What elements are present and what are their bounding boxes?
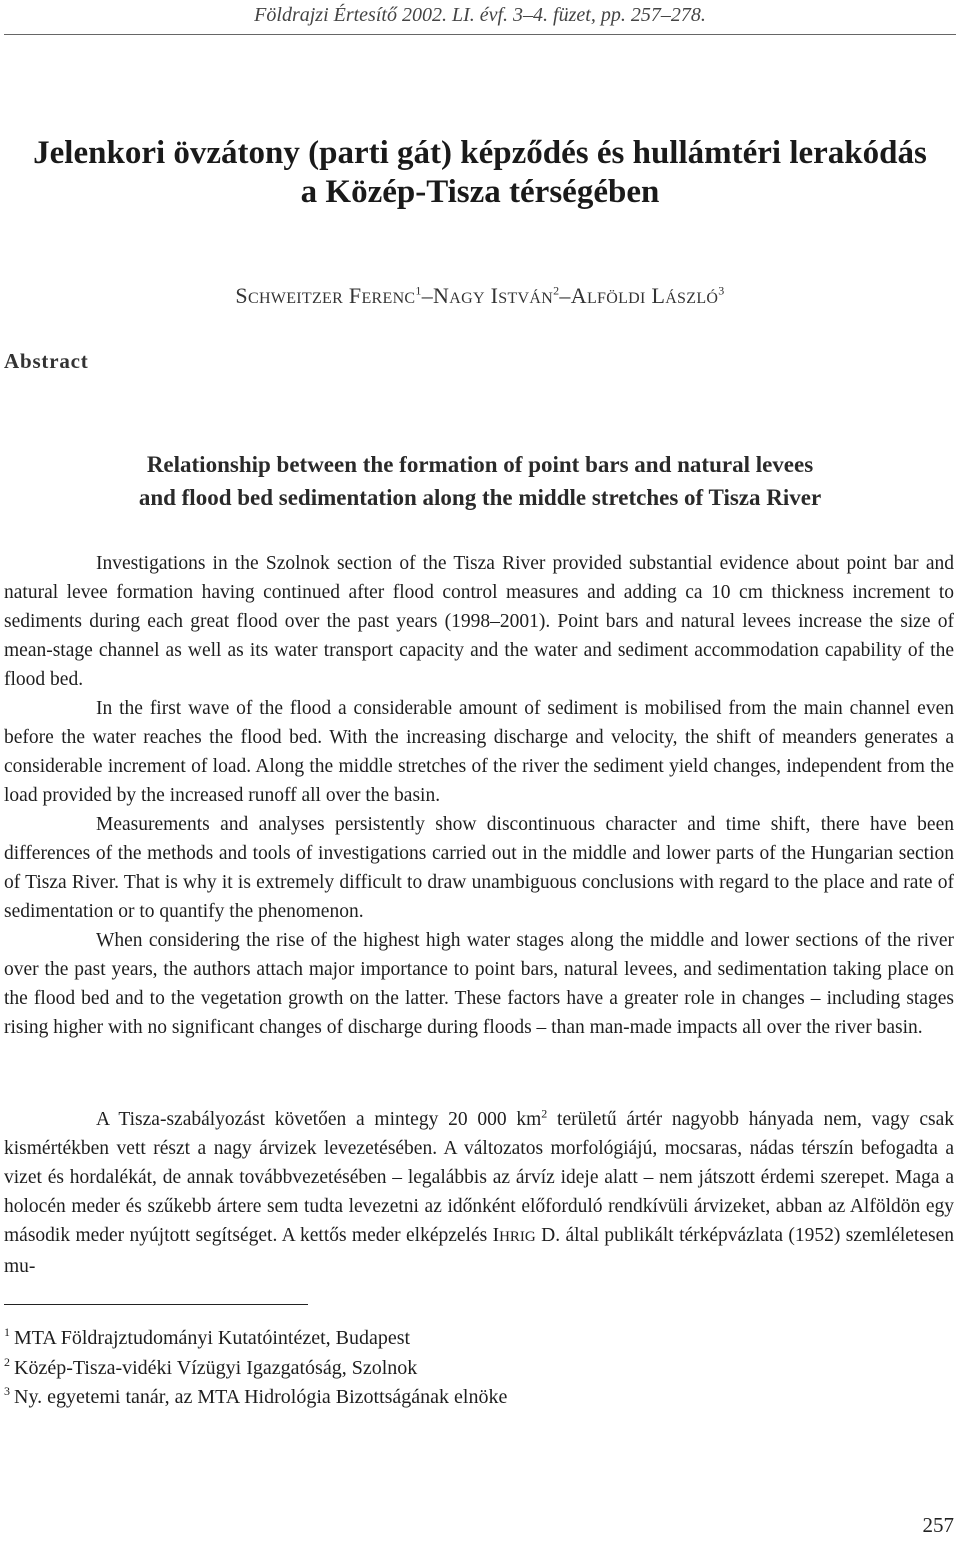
affiliation-marker: 2 — [553, 283, 560, 298]
footnote-number: 3 — [4, 1384, 10, 1399]
footnote-rule — [4, 1304, 308, 1305]
footnote — [4, 1383, 904, 1413]
footnote-text: Ny. egyetemi tanár, az MTA Hidrológia Bizottságának elnöke — [14, 1386, 508, 1408]
author-name — [571, 283, 725, 308]
footnote — [4, 1324, 904, 1354]
cited-author-rest: HRIG — [499, 1229, 536, 1245]
footnote-text: Közép-Tisza-vidéki Vízügyi Igazgatóság, Szolnok — [14, 1356, 418, 1379]
author-initial: N — [433, 283, 450, 308]
article-title — [0, 134, 960, 212]
abstract-body — [4, 549, 954, 1042]
abstract-paragraph: Measurements and analyses persistently show discontinuous character and time shift, there have been differences of the methods and tools of investigations carried out in the middle and lower parts of the Hungarian section of Tisza River. That is why it is extremely difficult to draw unambiguous conclusions with regard to the place and rate of sedimentation or to quantify the phenomenon. — [4, 814, 954, 922]
author-given-rest: ERENC — [361, 290, 416, 307]
body-text-segment: területű ártér nagyobb hányada nem, vagy csak kismértékben vett részt a nagy árvizek levezetésében. A változatos morfológiájú, mocsaras, nádas térszín befogadta a vizet és hordalékát, de annak továbbvezetésében – legalábbis az árvíz ideje alatt – nem játszott érdemi szerepet. Maga a holocén meder és szűkebb ártere sem tudta levezetni az időnként előforduló rendkívüli árvizeket, abban az Alföldön egy második meder nyújtott segítséget. A kettős meder elképzelés — [4, 1109, 954, 1246]
author-separator: – — [559, 283, 571, 308]
abstract-title-line-1: Relationship between the formation of point bars and natural levees — [146, 452, 814, 477]
author-initial: A — [570, 283, 587, 308]
abstract-label: Abstract — [4, 349, 89, 373]
abstract-paragraph: Investigations in the Szolnok section of the Tisza River provided substantial evidence about point bar and natural levee formation having continued after flood control measures and adding ca 10 cm thickness increment to sediments during each great flood over the past years (1998–2001). Point bars and natural levees increase the size of mean-stage channel as well as its water transport capacity and the water and sediment accommodation capability of the flood bed. — [4, 553, 954, 690]
author-name — [235, 283, 421, 308]
author-list — [0, 283, 960, 309]
abstract-title-line-2: and flood bed sedimentation along the middle stretches of Tisza River — [138, 485, 822, 510]
author-surname-rest: CHWEITZER — [247, 290, 344, 307]
cited-author-initial: I — [492, 1225, 500, 1246]
header-rule — [4, 34, 956, 35]
page-number: 257 — [922, 1513, 954, 1537]
footnote-number: 1 — [4, 1325, 10, 1340]
author-given-rest: ÁSZLÓ — [665, 290, 719, 307]
author-given-initial: F — [348, 283, 362, 308]
author-given-rest: STVÁN — [498, 290, 554, 307]
author-given-initial: I — [490, 283, 499, 308]
footnote — [4, 1354, 904, 1384]
abstract-title — [0, 448, 960, 514]
footnotes — [4, 1324, 904, 1413]
article-title-line-1: Jelenkori övzátony (parti gát) képződés és hullámtéri lerakódás — [33, 135, 927, 171]
author-given-initial: L — [651, 283, 666, 308]
author-initial: S — [235, 283, 248, 308]
article-title-line-2: a Közép-Tisza térségében — [300, 174, 660, 210]
affiliation-marker: 3 — [718, 283, 725, 298]
body-text-segment: D. által publikált térképvázlata (1952) szemléletesen mu- — [4, 1225, 954, 1277]
footnote-number: 2 — [4, 1354, 10, 1369]
author-name — [433, 283, 559, 308]
author-separator: – — [421, 283, 434, 308]
author-surname-rest: LFÖLDI — [586, 290, 646, 307]
affiliation-marker: 1 — [415, 283, 422, 298]
abstract-paragraph: When considering the rise of the highest high water stages along the middle and lower sections of the river over the past years, the authors attach major importance to point bars, natural levees, and sedimentation taking place on the flood bed and to the vegetation growth on the latter. These factors have a greater role in changes – including stages rising higher with no significant changes of discharge during floods – than man-made impacts all over the river basin. — [4, 930, 954, 1038]
article-body — [4, 1105, 954, 1281]
body-text-segment: A Tisza-szabályozást követően a mintegy 20 000 km — [96, 1109, 542, 1130]
journal-header: Földrajzi Értesítő 2002. LI. évf. 3–4. füzet, pp. 257–278. — [254, 4, 706, 26]
abstract-paragraph: In the first wave of the flood a considerable amount of sediment is mobilised from the main channel even before the water reaches the flood bed. With the increasing discharge and velocity, the shift of meanders generates a considerable increment of load. Along the middle stretches of the river the sediment yield changes, independent from the load provided by the increased runoff all over the basin. — [4, 698, 954, 806]
author-surname-rest: AGY — [449, 290, 485, 307]
footnote-text: MTA Földrajztudományi Kutatóintézet, Budapest — [14, 1327, 411, 1349]
body-paragraph — [4, 1105, 954, 1281]
superscript: 2 — [541, 1106, 548, 1121]
